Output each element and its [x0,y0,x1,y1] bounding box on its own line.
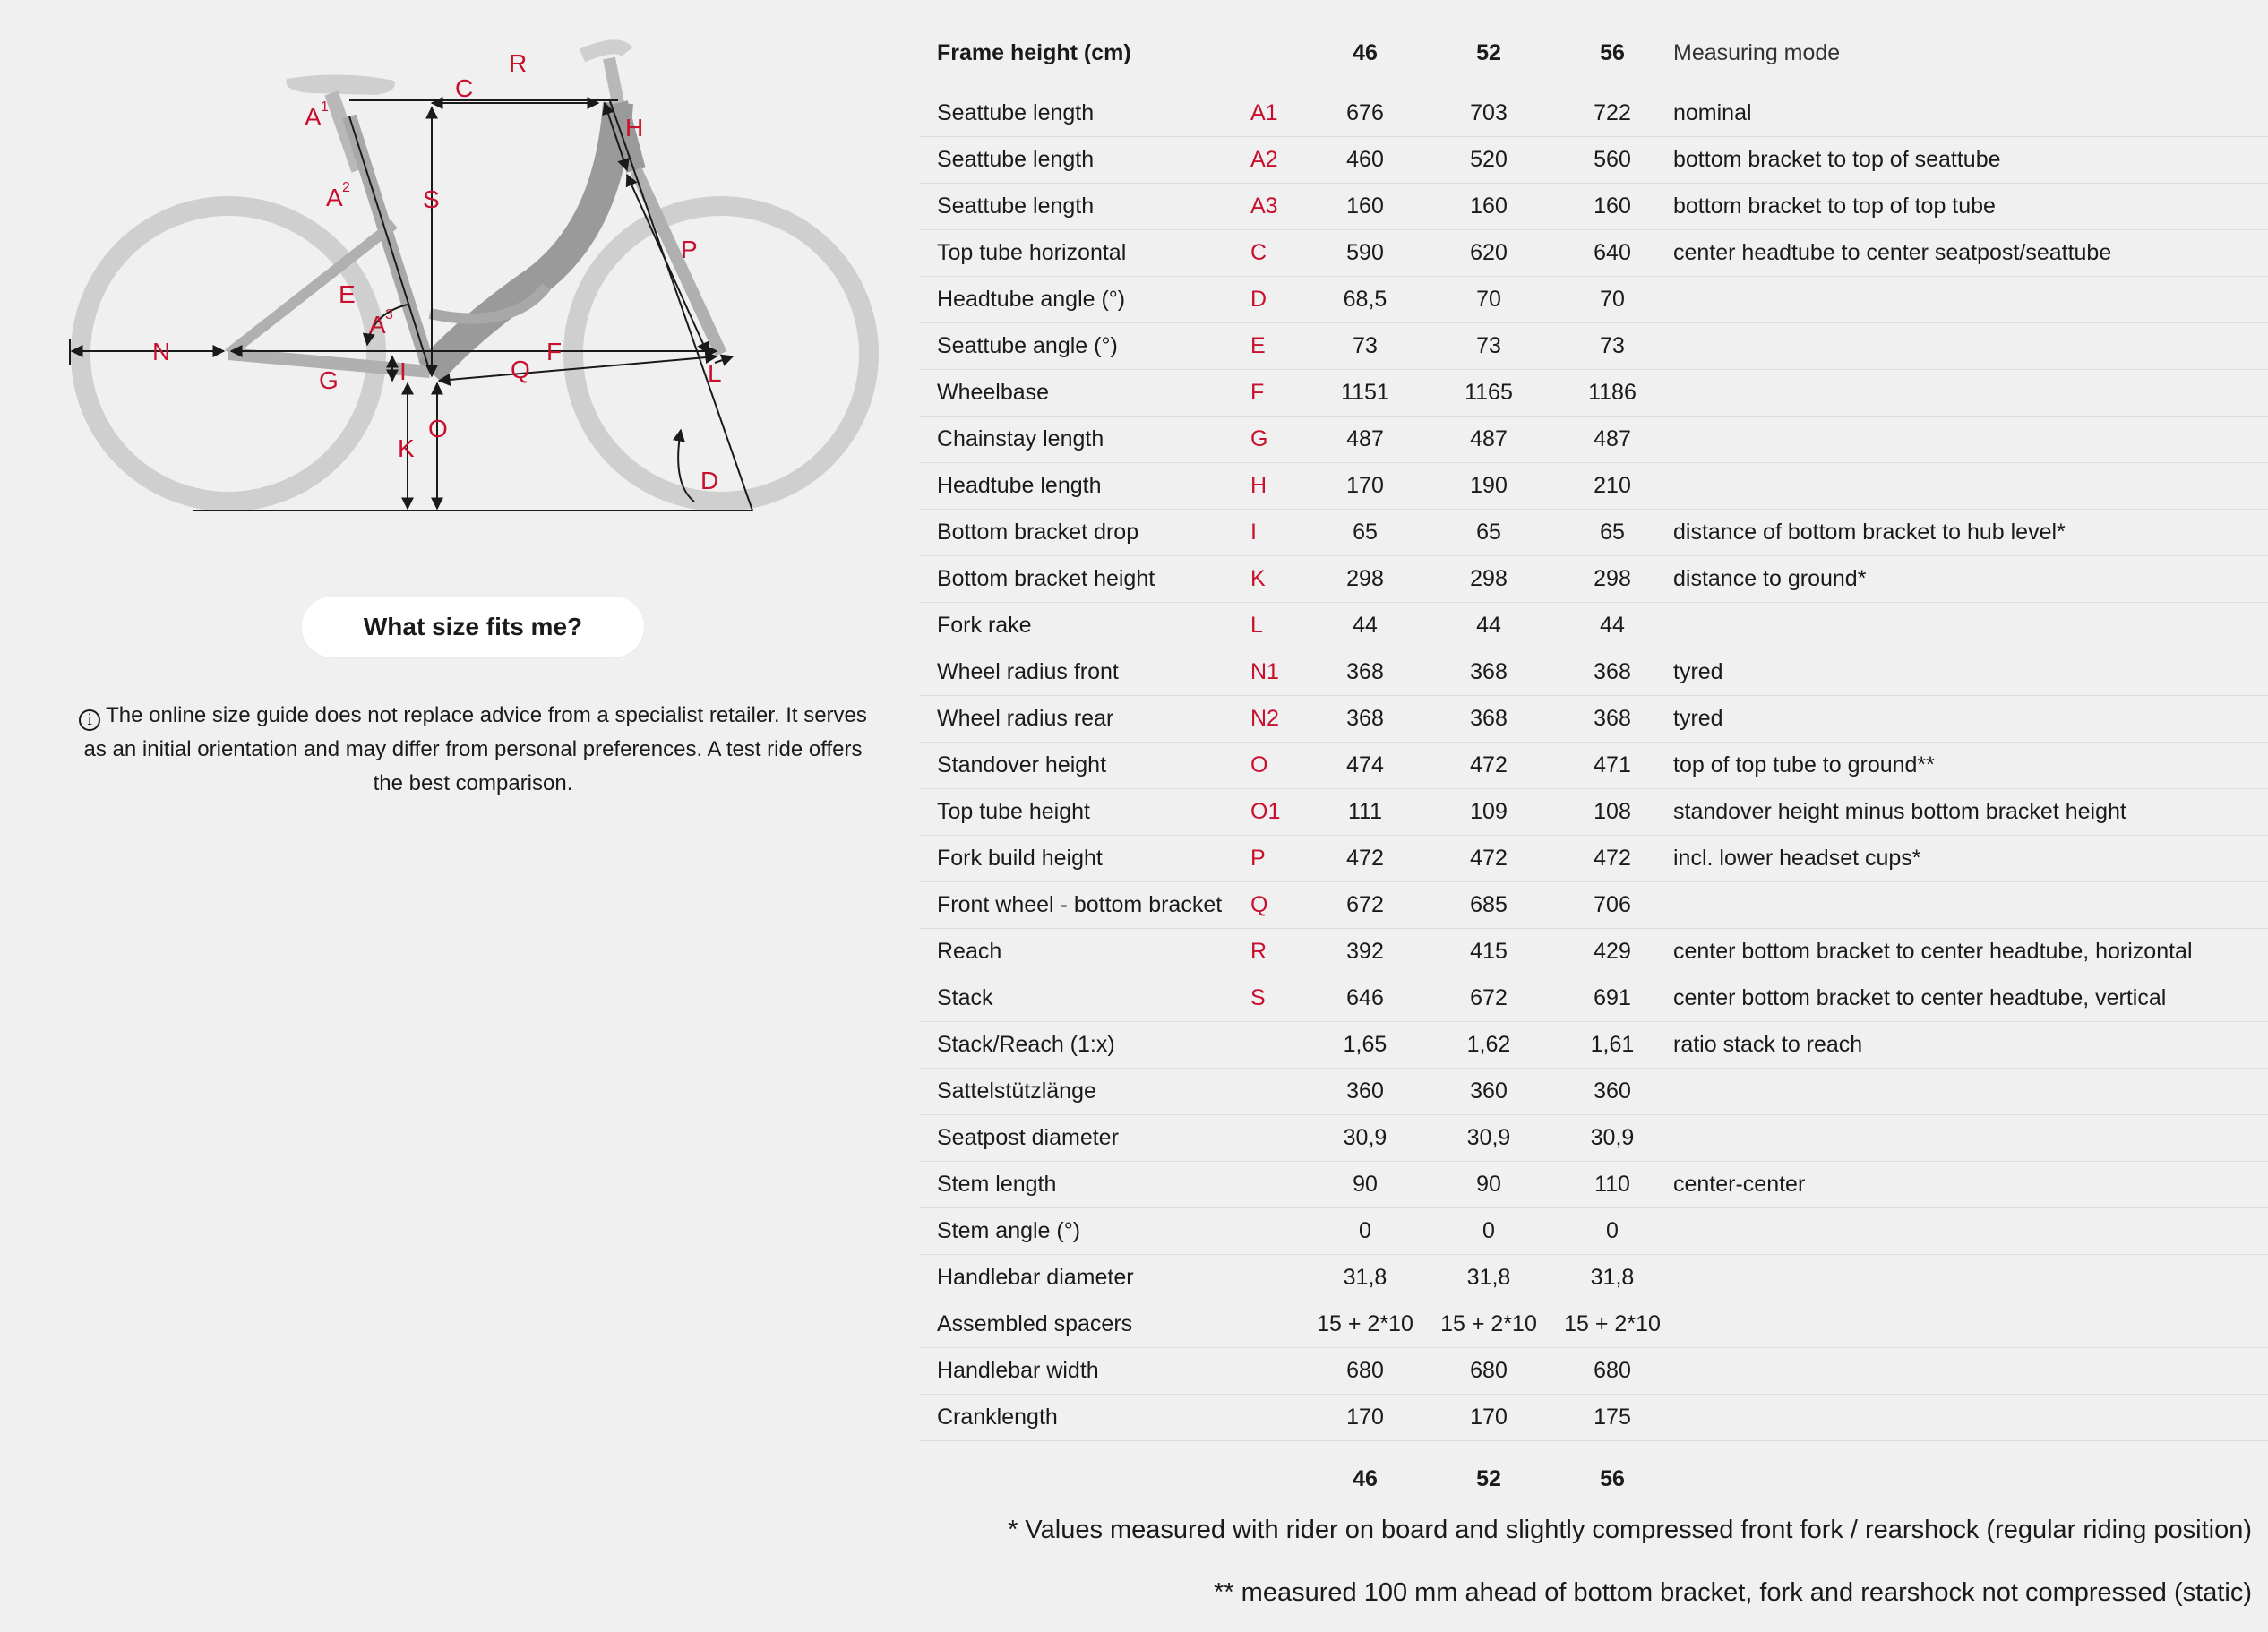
bike-geometry-diagram [45,18,905,528]
row-value-56: 0 [1551,1208,1673,1255]
row-name: Wheel radius front [919,649,1250,696]
row-value-46: 44 [1304,603,1426,649]
row-value-46: 680 [1304,1348,1426,1395]
row-value-52: 415 [1426,929,1551,975]
row-note: bottom bracket to top of top tube [1673,184,2268,230]
geometry-table-body [919,79,2268,1441]
row-code [1250,1301,1304,1348]
row-value-52: 672 [1426,975,1551,1022]
row-name: Wheel radius rear [919,696,1250,743]
label-s: S [423,185,440,213]
row-code: I [1250,510,1304,556]
row-code [1250,1022,1304,1069]
label-a3: A [369,311,386,339]
row-code [1250,1162,1304,1208]
row-value-46: 15 + 2*10 [1304,1301,1426,1348]
row-value-46: 487 [1304,417,1426,463]
table-footer-row [919,1441,2268,1517]
row-value-52: 298 [1426,556,1551,603]
size-finder-button[interactable]: What size fits me? [302,597,644,657]
label-a2: A [326,184,343,211]
row-value-56: 73 [1551,323,1673,370]
row-value-52: 1,62 [1426,1022,1551,1069]
row-value-52: 685 [1426,882,1551,929]
row-code [1250,1348,1304,1395]
footer-empty [919,1441,1250,1517]
row-note: center headtube to center seatpost/seattube [1673,230,2268,277]
table-row [919,1348,2268,1395]
row-value-56: 472 [1551,836,1673,882]
size-56-header: 56 [1600,39,1625,65]
row-value-56: 44 [1551,603,1673,649]
disclaimer-text: The online size guide does not replace advice from a specialist retailer. It serves as an initial orientation and may differ from personal preferences. A test ride offers the best comparison. [83,703,867,795]
row-value-52: 90 [1426,1162,1551,1208]
row-value-56: 706 [1551,882,1673,929]
row-name: Front wheel - bottom bracket [919,882,1250,929]
row-note [1673,1395,2268,1441]
row-code: P [1250,836,1304,882]
row-name: Top tube horizontal [919,230,1250,277]
row-value-46: 68,5 [1304,277,1426,323]
row-value-46: 392 [1304,929,1426,975]
row-value-52: 472 [1426,743,1551,789]
row-value-46: 170 [1304,1395,1426,1441]
row-name: Stem angle (°) [919,1208,1250,1255]
row-value-46: 30,9 [1304,1115,1426,1162]
label-q: Q [511,356,530,383]
row-value-52: 190 [1426,463,1551,510]
row-value-52: 73 [1426,323,1551,370]
row-value-56: 471 [1551,743,1673,789]
label-a1: A [305,103,322,131]
row-name: Wheelbase [919,370,1250,417]
table-row [919,510,2268,556]
row-value-56: 360 [1551,1069,1673,1115]
table-row [919,90,2268,137]
row-value-46: 160 [1304,184,1426,230]
table-row [919,1069,2268,1115]
row-name: Headtube angle (°) [919,277,1250,323]
row-code: C [1250,230,1304,277]
table-row [919,789,2268,836]
row-code: H [1250,463,1304,510]
row-value-56: 30,9 [1551,1115,1673,1162]
label-f: F [546,338,563,365]
row-value-52: 368 [1426,696,1551,743]
row-note [1673,1208,2268,1255]
row-name: Bottom bracket drop [919,510,1250,556]
row-value-52: 520 [1426,137,1551,184]
row-value-46: 31,8 [1304,1255,1426,1301]
row-note [1673,1348,2268,1395]
row-note [1673,882,2268,929]
table-row [919,836,2268,882]
row-name: Stem length [919,1162,1250,1208]
size-guide-disclaimer [72,699,874,801]
row-note: ratio stack to reach [1673,1022,2268,1069]
row-code: N2 [1250,696,1304,743]
table-row [919,184,2268,230]
table-row [919,1208,2268,1255]
footnote-static-measure: ** measured 100 mm ahead of bottom bracket, fork and rearshock not compressed (static) [1214,1578,2252,1607]
footer-size-46: 46 [1304,1441,1426,1517]
row-code [1250,1069,1304,1115]
row-note [1673,1115,2268,1162]
label-p: P [681,236,698,263]
label-o: O [428,415,448,442]
frame-height-header: Frame height (cm) [937,39,1131,65]
row-value-56: 368 [1551,649,1673,696]
table-row [919,323,2268,370]
row-value-46: 170 [1304,463,1426,510]
footer-empty-code [1250,1441,1304,1517]
row-value-56: 160 [1551,184,1673,230]
label-a1-sup: 1 [321,99,329,115]
row-value-46: 73 [1304,323,1426,370]
row-note: tyred [1673,696,2268,743]
row-note [1673,417,2268,463]
row-note: standover height minus bottom bracket height [1673,789,2268,836]
geometry-table [919,27,2268,1516]
measuring-mode-header: Measuring mode [1673,39,1841,65]
table-row [919,370,2268,417]
row-value-52: 360 [1426,1069,1551,1115]
label-l: L [708,359,722,387]
row-name: Handlebar width [919,1348,1250,1395]
row-name: Stack/Reach (1:x) [919,1022,1250,1069]
row-value-56: 210 [1551,463,1673,510]
row-value-46: 90 [1304,1162,1426,1208]
row-name: Top tube height [919,789,1250,836]
table-row [919,137,2268,184]
row-code: F [1250,370,1304,417]
row-name: Handlebar diameter [919,1255,1250,1301]
row-name: Chainstay length [919,417,1250,463]
row-name: Bottom bracket height [919,556,1250,603]
label-d: D [700,467,719,494]
row-value-46: 65 [1304,510,1426,556]
row-value-56: 108 [1551,789,1673,836]
saddle [286,74,394,95]
label-a2-sup: 2 [342,180,350,195]
row-code [1250,1208,1304,1255]
row-name: Headtube length [919,463,1250,510]
row-value-52: 368 [1426,649,1551,696]
table-row [919,649,2268,696]
row-value-56: 368 [1551,696,1673,743]
table-row [919,556,2268,603]
row-value-52: 30,9 [1426,1115,1551,1162]
row-value-56: 70 [1551,277,1673,323]
row-value-52: 703 [1426,90,1551,137]
row-name: Fork rake [919,603,1250,649]
row-code: A1 [1250,90,1304,137]
stem [609,58,618,103]
row-name: Stack [919,975,1250,1022]
row-note: center-center [1673,1162,2268,1208]
info-icon: i [79,709,100,731]
row-value-52: 487 [1426,417,1551,463]
row-value-52: 15 + 2*10 [1426,1301,1551,1348]
table-row [919,1162,2268,1208]
label-a3-sup: 3 [385,307,393,322]
row-note: center bottom bracket to center headtube, vertical [1673,975,2268,1022]
row-name: Fork build height [919,836,1250,882]
row-note [1673,463,2268,510]
row-value-56: 175 [1551,1395,1673,1441]
row-note [1673,323,2268,370]
row-name: Sattelstützlänge [919,1069,1250,1115]
table-row [919,975,2268,1022]
row-value-46: 672 [1304,882,1426,929]
footnote-rider-on-board: * Values measured with rider on board and slightly compressed front fork / rearshock (regular riding position) [1008,1516,2252,1544]
row-code [1250,1255,1304,1301]
handlebar [582,47,627,56]
row-name: Standover height [919,743,1250,789]
row-value-56: 1186 [1551,370,1673,417]
row-name: Cranklength [919,1395,1250,1441]
table-row [919,417,2268,463]
row-value-46: 111 [1304,789,1426,836]
label-c: C [455,74,474,102]
footer-empty-note [1673,1441,2268,1517]
table-row [919,1255,2268,1301]
row-code: N1 [1250,649,1304,696]
row-value-52: 65 [1426,510,1551,556]
label-n: N [152,338,171,365]
row-value-46: 368 [1304,649,1426,696]
row-code: R [1250,929,1304,975]
row-note: top of top tube to ground** [1673,743,2268,789]
row-code: D [1250,277,1304,323]
row-value-52: 620 [1426,230,1551,277]
row-code: L [1250,603,1304,649]
row-value-46: 474 [1304,743,1426,789]
table-row [919,743,2268,789]
row-name: Seattube length [919,184,1250,230]
row-note [1673,277,2268,323]
row-note [1673,603,2268,649]
row-value-46: 360 [1304,1069,1426,1115]
row-code: A2 [1250,137,1304,184]
row-value-56: 1,61 [1551,1022,1673,1069]
row-name: Seattube length [919,137,1250,184]
row-value-56: 640 [1551,230,1673,277]
row-value-46: 590 [1304,230,1426,277]
row-value-46: 368 [1304,696,1426,743]
row-note [1673,370,2268,417]
table-row [919,1301,2268,1348]
label-k: K [398,434,415,462]
table-spacer [919,79,2268,90]
table-row [919,603,2268,649]
row-note: distance to ground* [1673,556,2268,603]
row-note: bottom bracket to top of seattube [1673,137,2268,184]
row-value-56: 31,8 [1551,1255,1673,1301]
row-value-56: 429 [1551,929,1673,975]
row-value-52: 44 [1426,603,1551,649]
table-row [919,929,2268,975]
table-row [919,277,2268,323]
row-value-52: 170 [1426,1395,1551,1441]
row-value-46: 472 [1304,836,1426,882]
row-value-52: 0 [1426,1208,1551,1255]
code-header [1250,27,1304,79]
row-code: S [1250,975,1304,1022]
row-value-56: 110 [1551,1162,1673,1208]
row-value-56: 298 [1551,556,1673,603]
table-row [919,1395,2268,1441]
size-52-header: 52 [1476,39,1501,65]
row-note [1673,1255,2268,1301]
row-value-46: 1151 [1304,370,1426,417]
row-code: O [1250,743,1304,789]
label-r: R [509,49,528,77]
row-note [1673,1069,2268,1115]
row-value-46: 646 [1304,975,1426,1022]
footer-size-52: 52 [1426,1441,1551,1517]
table-header-row [919,27,2268,79]
row-note: tyred [1673,649,2268,696]
row-code: K [1250,556,1304,603]
row-value-52: 680 [1426,1348,1551,1395]
row-code: O1 [1250,789,1304,836]
row-name: Seatpost diameter [919,1115,1250,1162]
fork-axis-line [609,99,752,511]
row-value-56: 560 [1551,137,1673,184]
row-name: Assembled spacers [919,1301,1250,1348]
table-row [919,230,2268,277]
row-note: distance of bottom bracket to hub level* [1673,510,2268,556]
row-note [1673,1301,2268,1348]
size-46-header: 46 [1353,39,1378,65]
row-value-52: 160 [1426,184,1551,230]
row-value-52: 109 [1426,789,1551,836]
row-value-46: 0 [1304,1208,1426,1255]
row-value-52: 70 [1426,277,1551,323]
row-code: G [1250,417,1304,463]
row-code [1250,1115,1304,1162]
label-i: I [399,357,407,385]
row-value-46: 1,65 [1304,1022,1426,1069]
row-name: Seattube length [919,90,1250,137]
table-row [919,696,2268,743]
row-value-52: 472 [1426,836,1551,882]
row-code: A3 [1250,184,1304,230]
row-note: incl. lower headset cups* [1673,836,2268,882]
row-value-56: 722 [1551,90,1673,137]
row-value-56: 65 [1551,510,1673,556]
row-note: nominal [1673,90,2268,137]
row-value-56: 15 + 2*10 [1551,1301,1673,1348]
row-value-56: 487 [1551,417,1673,463]
row-value-52: 31,8 [1426,1255,1551,1301]
row-value-46: 460 [1304,137,1426,184]
table-row [919,882,2268,929]
row-value-46: 298 [1304,556,1426,603]
row-code: Q [1250,882,1304,929]
table-row [919,1022,2268,1069]
downtube [430,103,618,372]
row-code: E [1250,323,1304,370]
row-value-56: 691 [1551,975,1673,1022]
footer-size-56: 56 [1551,1441,1673,1517]
row-name: Reach [919,929,1250,975]
table-row [919,463,2268,510]
row-value-46: 676 [1304,90,1426,137]
label-h: H [625,114,644,142]
label-g: G [319,366,339,394]
row-value-52: 1165 [1426,370,1551,417]
table-row [919,1115,2268,1162]
row-note: center bottom bracket to center headtube, horizontal [1673,929,2268,975]
row-name: Seattube angle (°) [919,323,1250,370]
row-code [1250,1395,1304,1441]
label-e: E [339,280,356,308]
row-value-56: 680 [1551,1348,1673,1395]
